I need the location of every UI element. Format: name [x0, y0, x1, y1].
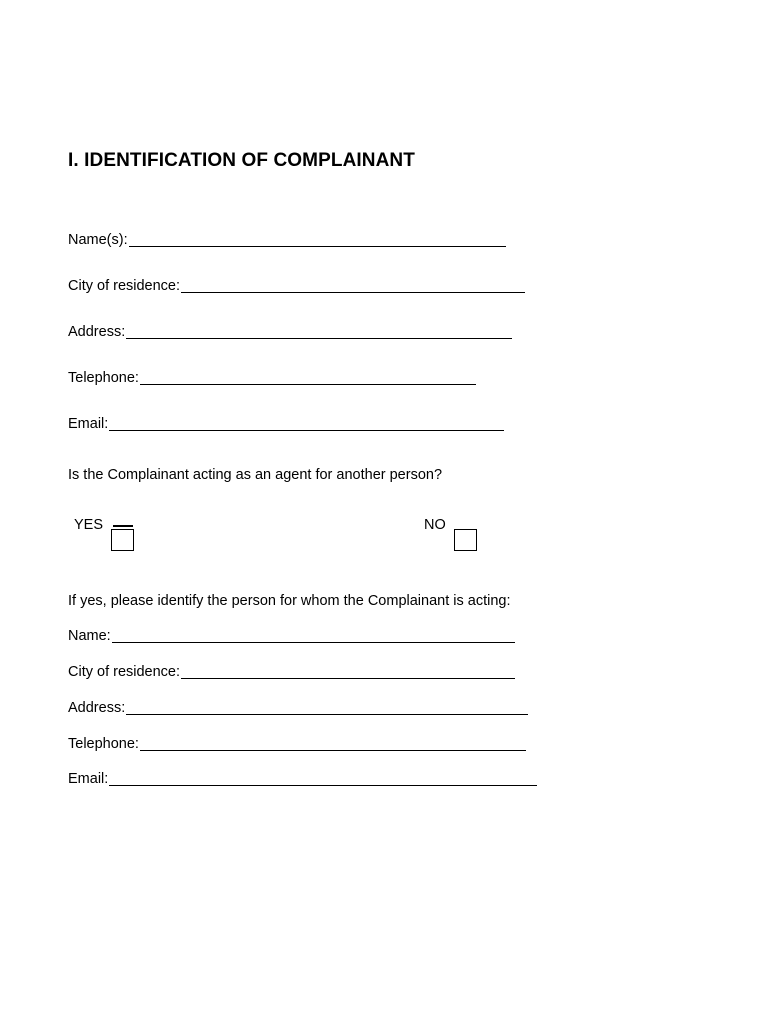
- complainant-email-line[interactable]: [109, 430, 504, 431]
- person-telephone-line[interactable]: [140, 750, 526, 751]
- yes-checkbox[interactable]: [111, 529, 134, 551]
- complainant-city-line[interactable]: [181, 292, 525, 293]
- agent-question: Is the Complainant acting as an agent for another person?: [68, 467, 443, 483]
- person-email-field[interactable]: [68, 771, 537, 787]
- person-city-field[interactable]: [68, 664, 515, 680]
- person-telephone-label: Telephone:: [68, 736, 139, 752]
- person-name-field[interactable]: [68, 628, 515, 644]
- complainant-telephone-field[interactable]: [68, 370, 476, 386]
- complainant-telephone-line[interactable]: [140, 384, 476, 385]
- represented-person-intro: If yes, please identify the person for whom the Complainant is acting:: [68, 593, 511, 609]
- no-label: NO: [424, 517, 446, 533]
- complainant-city-label: City of residence:: [68, 278, 181, 294]
- no-checkbox[interactable]: [454, 529, 477, 551]
- person-name-label: Name:: [68, 628, 111, 644]
- person-city-label: City of residence:: [68, 664, 181, 680]
- complainant-city-field[interactable]: [68, 278, 525, 294]
- complainant-email-field[interactable]: [68, 416, 504, 432]
- person-email-line[interactable]: [109, 785, 537, 786]
- person-address-field[interactable]: [68, 700, 528, 716]
- section-heading: I. IDENTIFICATION OF COMPLAINANT: [68, 150, 415, 171]
- yes-label: YES: [74, 517, 104, 533]
- complainant-names-field[interactable]: [68, 232, 506, 248]
- complainant-telephone-label: Telephone:: [68, 370, 139, 386]
- complainant-address-label: Address:: [68, 324, 126, 340]
- complainant-names-label: Name(s):: [68, 232, 128, 248]
- complainant-address-line[interactable]: [126, 338, 512, 339]
- yes-checkbox-top-mark: [113, 525, 133, 527]
- person-name-line[interactable]: [112, 642, 515, 643]
- person-address-line[interactable]: [126, 714, 528, 715]
- person-address-label: Address:: [68, 700, 126, 716]
- person-city-line[interactable]: [181, 678, 515, 679]
- person-telephone-field[interactable]: [68, 736, 526, 752]
- complainant-email-label: Email:: [68, 416, 109, 432]
- complainant-names-line[interactable]: [129, 246, 506, 247]
- complainant-address-field[interactable]: [68, 324, 512, 340]
- person-email-label: Email:: [68, 771, 109, 787]
